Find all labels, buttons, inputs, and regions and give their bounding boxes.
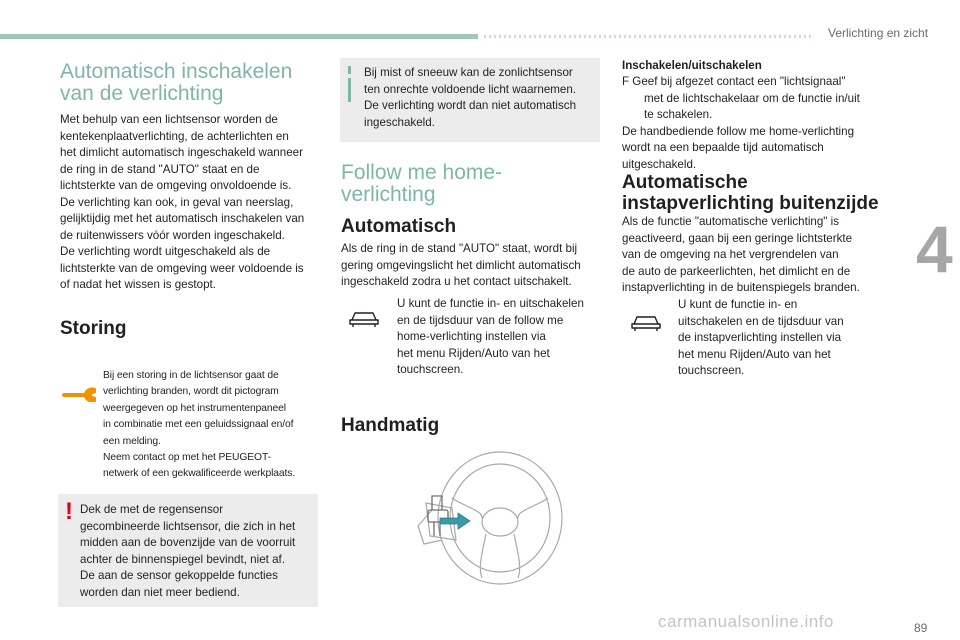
wrench-icon (62, 386, 96, 402)
header-bar (0, 34, 478, 39)
exterior-lighting-title: Automatische instapverlichting buitenzijde (622, 172, 879, 214)
auto-lighting-title: Automatisch inschakelen van de verlichting (60, 60, 293, 105)
info-icon (348, 78, 351, 102)
section-title: Verlichting en zicht (828, 26, 929, 40)
automatisch-text: Als de ring in de stand "AUTO" staat, wordt bij gering omgevingslicht het dimlicht automatisch ingeschakeld zodra u het contact uitschakelt. (341, 242, 581, 288)
info-text: Bij mist of sneeuw kan de zonlichtsensor ten onrechte voldoende licht waarnemen. De verlichting wordt dan niet automatisch ingeschakeld. (364, 66, 577, 129)
header-dotted-line (484, 35, 814, 38)
follow-me-touchscreen-text: U kunt de functie in- en uitschakelen en de tijdsduur van de follow me home-verlichting instellen via het menu Rijden/Auto van het touchscreen. (397, 297, 584, 376)
chapter-number: 4 (916, 212, 953, 286)
exterior-touchscreen-text: U kunt de functie in- en uitschakelen en de tijdsduur van de instapverlichting instellen via het menu Rijden/Auto van het touchscreen. (678, 298, 844, 377)
exterior-lighting-text: Als de functie "automatische verlichting" is geactiveerd, gaan bij een geringe lichtsterkte van de omgeving na het vergrendelen van de auto de parkeerlichten, het dimlicht en de instapverlichting in de buitenspiegels branden. (622, 215, 860, 294)
switch-text: F Geef bij afgezet contact een "lichtsignaal" met de lichtschakelaar om de functie in/uit te schakelen. De handbediende follow me home-verlichting wordt na een bepaalde tijd automatisch uitgeschakeld. (622, 75, 860, 171)
storing-title: Storing (60, 318, 127, 339)
exclamation-icon: ! (65, 498, 73, 525)
switch-title: Inschakelen/uitschakelen (622, 59, 762, 72)
car-icon (349, 308, 379, 328)
page-number: 89 (914, 621, 928, 635)
automatisch-title: Automatisch (341, 216, 457, 237)
follow-me-title: Follow me home- verlichting (341, 161, 503, 206)
storing-text: Bij een storing in de lichtsensor gaat de verlichting branden, wordt dit pictogram weergegeven op het instrumentenpaneel in combinatie met een geluidssignaal en/of een melding. Neem contact op met het PEUGEOT- netwerk of een gekwalificeerde werkplaats. (103, 370, 296, 480)
handmatig-title: Handmatig (341, 415, 440, 436)
watermark: carmanualsonline.info (658, 612, 834, 631)
steering-wheel-illustration (412, 448, 572, 588)
warning-text: Dek de met de regensensor gecombineerde lichtsensor, die zich in het midden aan de bovenzijde van de voorruit achter de binnenspiegel bevindt, niet af. De aan de sensor gekoppelde functies worden dan niet meer bediend. (80, 503, 296, 599)
car-icon (631, 312, 661, 332)
auto-lighting-body: Met behulp van een lichtsensor worden de kentekenplaatverlichting, de achterlichten en het dimlicht automatisch ingeschakeld wanneer de ring in de stand "AUTO" staat en de lichtsterkte van de omgeving onvoldoende is. De verlichting kan ook, in geval van neerslag, gelijktijdig met het automatisch inschakelen van de ruitenwissers vóór worden ingeschakeld. De verlichting wordt uitgeschakeld als de lichtsterkte van de omgeving weer voldoende is of nadat het wissen is gestopt. (60, 113, 305, 291)
info-icon-dot (348, 66, 351, 74)
